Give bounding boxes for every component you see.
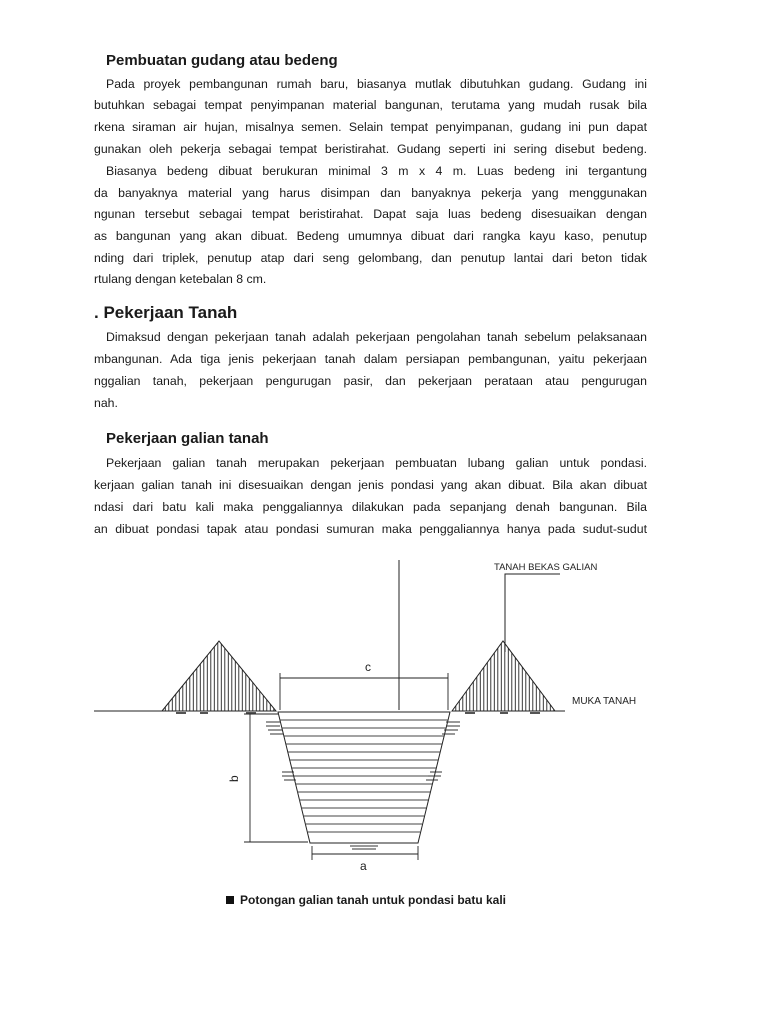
spoil-heap-right — [452, 641, 555, 711]
text-line: ndasi dari batu kali maka penggaliannya dilakukan pada sepanjang denah bangunan. Bila — [94, 500, 647, 514]
text-line: Dimaksud dengan pekerjaan tanah adalah pekerjaan pengolahan tanah sebelum pelaksanaan — [106, 330, 647, 344]
text-line: Pada proyek pembangunan rumah baru, biasanya mutlak dibutuhkan gudang. Gudang ini — [106, 77, 647, 91]
text-line: nding dari triplek, penutup atap dari seng gelombang, dan penutup lantai dari beton tidak — [94, 251, 647, 265]
heading-galian-tanah: Pekerjaan galian tanah — [106, 430, 269, 447]
text-line: rkena siraman air hujan, misalnya semen. Selain tempat penyimpanan, gudang ini pun dapat — [94, 120, 647, 134]
text-line: Biasanya bedeng dibuat berukuran minimal 3 m x 4 m. Luas bedeng ini tergantung — [106, 164, 647, 178]
figure-caption: Potongan galian tanah untuk pondasi batu kali — [240, 893, 507, 907]
heading-pekerjaan-tanah: . Pekerjaan Tanah — [94, 303, 238, 322]
caption-bullet — [226, 896, 234, 904]
text-line: as bangunan yang akan dibuat. Bedeng umumnya dibuat dari rangka kayu kaso, penutup — [94, 229, 647, 243]
label-muka-tanah: MUKA TANAH — [572, 696, 637, 707]
spoil-leader-line — [505, 574, 560, 652]
text-line: kerjaan galian tanah ini disesuaikan dengan jenis pondasi yang akan dibuat. Bila akan dibuat — [94, 478, 647, 492]
dimension-c-label: c — [365, 660, 371, 674]
text-line: Pekerjaan galian tanah merupakan pekerjaan pembuatan lubang galian untuk pondasi. — [106, 456, 647, 470]
text-line: nah. — [94, 396, 118, 410]
label-tanah-bekas-galian: TANAH BEKAS GALIAN — [494, 562, 598, 573]
text-line: rtulang dengan ketebalan 8 cm. — [94, 272, 267, 286]
spoil-heap-left — [162, 641, 276, 711]
dimension-a-label: a — [360, 859, 367, 873]
text-line: ngunan tersebut sebagai tempat beristirahat. Dapat saja luas bedeng disesuaikan dengan — [94, 207, 647, 221]
trench-outline — [278, 712, 450, 843]
text-line: nggalian tanah, pekerjaan pengurugan pasir, dan pekerjaan perataan atau pengurugan — [94, 374, 647, 388]
dimension-a — [312, 846, 418, 860]
heading-pembuatan-gudang: Pembuatan gudang atau bedeng — [106, 52, 338, 69]
dimension-c — [280, 673, 448, 710]
text-line: an dibuat pondasi tapak atau pondasi sumuran maka penggaliannya hanya pada sudut-sudut — [94, 522, 647, 536]
text-line: da banyaknya material yang harus disimpan dan banyaknya pekerja yang menggunakan — [94, 186, 647, 200]
text-line: mbangunan. Ada tiga jenis pekerjaan tanah dalam persiapan pembangunan, yaitu pekerjaan — [94, 352, 647, 366]
dimension-b-label: b — [227, 775, 241, 782]
text-line: butuhkan sebagai tempat penyimpanan material bangunan, terutama yang mudah rusak bila — [94, 98, 647, 112]
text-line: gunakan oleh pekerja sebagai tempat beristirahat. Gudang seperti ini sering disebut bedeng. — [94, 142, 647, 156]
